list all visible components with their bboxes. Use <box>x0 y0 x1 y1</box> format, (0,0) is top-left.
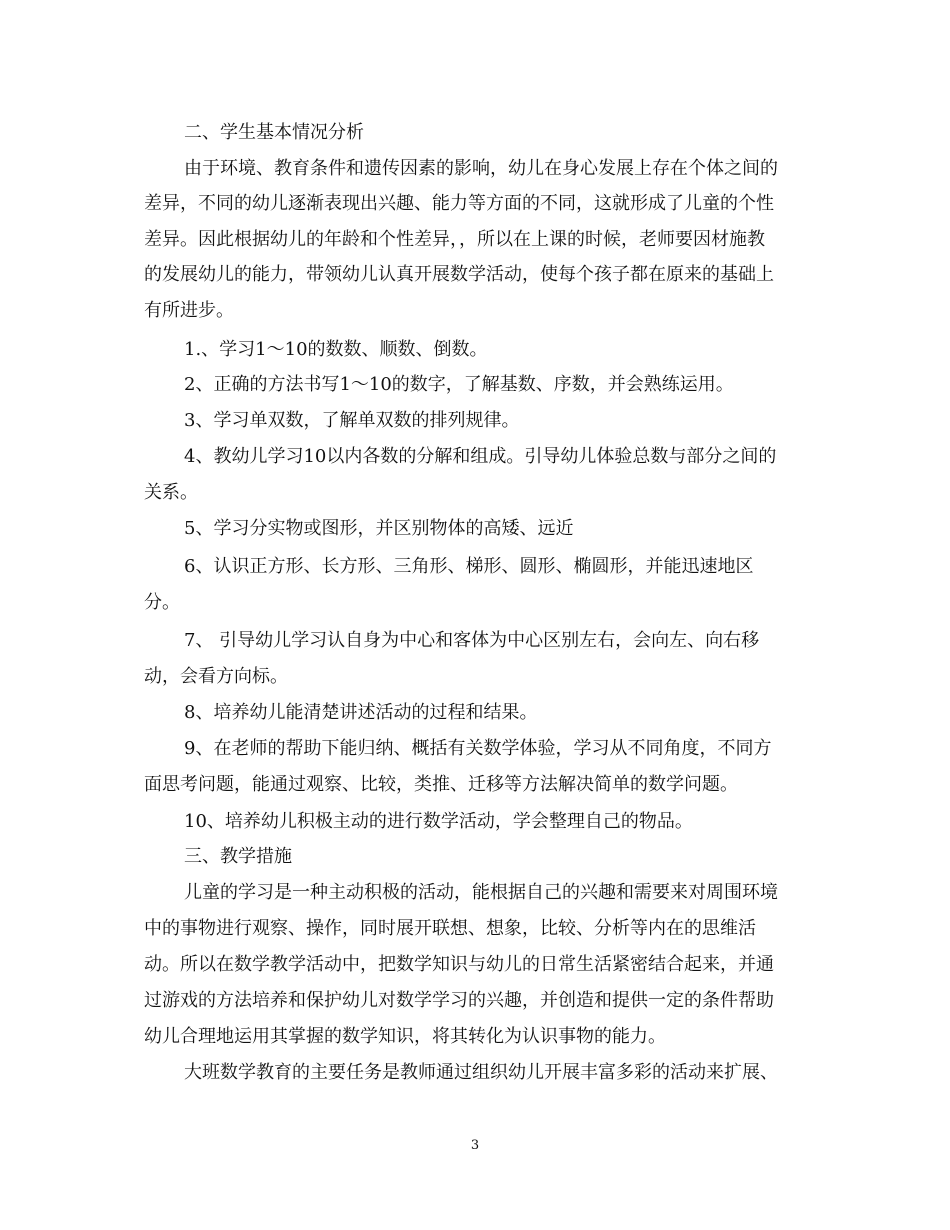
list-item: 3、学习单双数，了解单双数的排列规律。 <box>184 410 520 431</box>
paragraph-line: 差异。因此根据幼儿的年龄和个性差异，，所以在上课的时候，老师要因材施教 <box>144 229 765 250</box>
paragraph-line: 的发展幼儿的能力，带领幼儿认真开展数学活动，使每个孩子都在原来的基础上 <box>144 264 774 285</box>
list-item-continuation: 关系。 <box>144 482 198 503</box>
paragraph-line: 由于环境、教育条件和遗传因素的影响，幼儿在身心发展上存在个体之间的 <box>184 158 778 179</box>
list-item: 6、认识正方形、长方形、三角形、梯形、圆形、椭圆形，并能迅速地区 <box>184 556 754 577</box>
list-item: 8、培养幼儿能清楚讲述活动的过程和结果。 <box>184 702 538 723</box>
list-item: 7、 引导幼儿学习认自身为中心和客体为中心区别左右，会向左、向右移 <box>184 630 760 651</box>
paragraph-line: 动。所以在数学教学活动中，把数学知识与幼儿的日常生活紧密结合起来，并通 <box>144 954 774 975</box>
paragraph-line: 过游戏的方法培养和保护幼儿对数学学习的兴趣，并创造和提供一定的条件帮助 <box>144 990 774 1011</box>
list-item-continuation: 分。 <box>144 592 180 613</box>
list-item-continuation: 面思考问题，能通过观察、比较，类推、迁移等方法解决简单的数学问题。 <box>144 774 738 795</box>
section-heading-student-analysis: 二、学生基本情况分析 <box>184 122 364 143</box>
list-item: 9、在老师的帮助下能归纳、概括有关数学体验，学习从不同角度，不同方 <box>184 738 772 759</box>
list-item: 1.、学习1～10的数数、顺数、倒数。 <box>184 339 488 360</box>
list-item: 10、培养幼儿积极主动的进行数学活动，学会整理自己的物品。 <box>184 811 693 832</box>
paragraph-line: 有所进步。 <box>144 300 234 321</box>
list-item: 5、学习分实物或图形，并区别物体的高矮、远近 <box>184 518 574 539</box>
list-item: 2、正确的方法书写1～10的数字，了解基数、序数，并会熟练运用。 <box>184 374 734 395</box>
paragraph-line: 大班数学教育的主要任务是教师通过组织幼儿开展丰富多彩的活动来扩展、 <box>184 1062 778 1083</box>
paragraph-line: 差异，不同的幼儿逐渐表现出兴趣、能力等方面的不同，这就形成了儿童的个性 <box>144 193 774 214</box>
section-heading-teaching-measures: 三、教学措施 <box>184 846 292 867</box>
list-item-continuation: 动，会看方向标。 <box>144 666 288 687</box>
list-item: 4、教幼儿学习10以内各数的分解和组成。引导幼儿体验总数与部分之间的 <box>184 446 777 467</box>
paragraph-line: 幼儿合理地运用其掌握的数学知识，将其转化为认识事物的能力。 <box>144 1026 666 1047</box>
paragraph-line: 中的事物进行观察、操作，同时展开联想、想象，比较、分析等内在的思维活 <box>144 918 756 939</box>
page-number: 3 <box>470 1138 480 1153</box>
paragraph-line: 儿童的学习是一种主动积极的活动，能根据自己的兴趣和需要来对周围环境 <box>184 882 778 903</box>
